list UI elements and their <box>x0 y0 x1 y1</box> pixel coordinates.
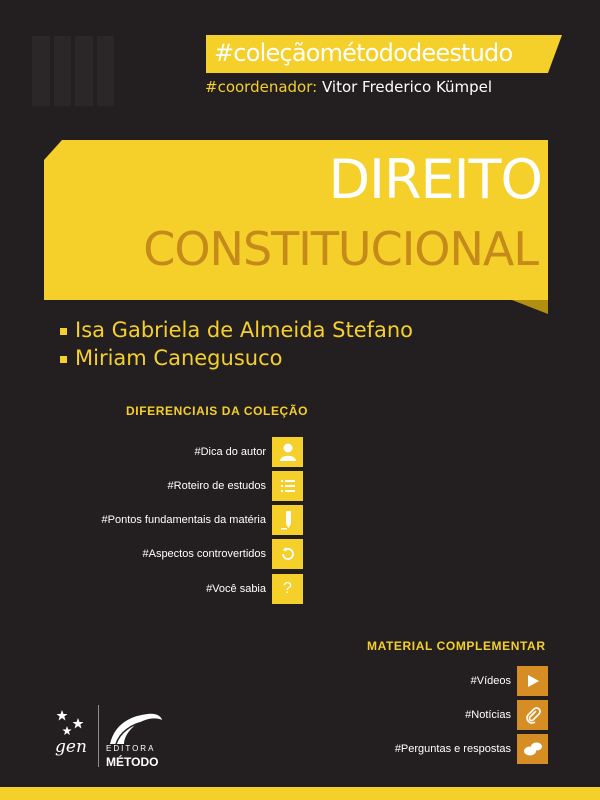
collection-band <box>206 35 548 73</box>
material-label: #Perguntas e respostas <box>394 743 511 755</box>
author-name: Isa Gabriela de Almeida Stefano <box>60 316 413 344</box>
decorative-bars <box>32 36 114 106</box>
gen-logo <box>52 706 96 766</box>
differentiator-item <box>206 574 303 604</box>
book-title-line2: CONSTITUCIONAL <box>143 222 538 276</box>
author-icon <box>272 437 303 467</box>
differentiator-label: #Aspectos controvertidos <box>142 548 266 560</box>
material-item <box>395 734 548 764</box>
refresh-icon <box>272 539 303 569</box>
differentiator-item <box>168 471 303 501</box>
play-icon <box>517 666 548 696</box>
differentiator-label: #Dica do autor <box>194 446 266 458</box>
title-band-fold <box>512 300 548 314</box>
differentiator-item <box>194 437 303 467</box>
material-item <box>465 700 548 730</box>
book-title-line1: DIREITO <box>328 148 542 211</box>
differentiator-label: #Você sabia <box>206 583 266 595</box>
author-list <box>60 316 413 372</box>
publisher-metodo: MÉTODO <box>106 755 159 769</box>
material-item <box>471 666 548 696</box>
clip-icon <box>517 700 548 730</box>
chat-icon <box>517 734 548 764</box>
pen-icon <box>272 505 303 535</box>
coordinator-name: Vitor Frederico Kümpel <box>321 78 493 96</box>
material-title: MATERIAL COMPLEMENTAR <box>367 639 546 653</box>
material-label: #Vídeos <box>470 675 511 687</box>
differentiator-label: #Pontos fundamentais da matéria <box>101 514 266 526</box>
metodo-logo-mark <box>104 708 164 748</box>
differentiator-item <box>142 539 303 569</box>
bottom-strip <box>0 787 600 800</box>
gen-logo-text: gen <box>55 737 87 757</box>
list-icon <box>272 471 303 501</box>
differentiator-label: #Roteiro de estudos <box>167 480 266 492</box>
author-name: Miriam Canegusuco <box>60 344 413 372</box>
question-icon: ? <box>272 574 303 604</box>
material-label: #Notícias <box>465 709 511 721</box>
coordinator-line <box>205 78 492 96</box>
differentiator-item <box>102 505 304 535</box>
coordinator-label: #coordenador: <box>205 78 318 96</box>
logo-divider <box>98 705 99 767</box>
publisher-editora: EDITORA <box>106 744 156 753</box>
differentiators-title: DIFERENCIAIS DA COLEÇÃO <box>126 404 309 418</box>
collection-tag: #coleçãométododeestudo <box>214 39 513 67</box>
